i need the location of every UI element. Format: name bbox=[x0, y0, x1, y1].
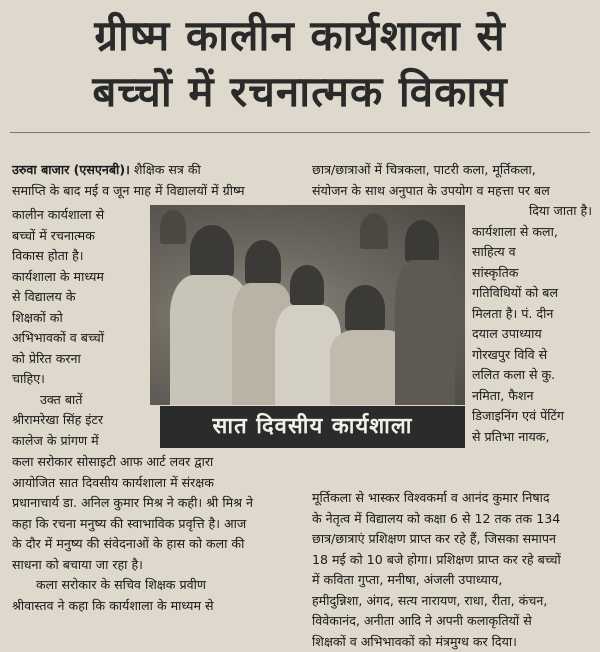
col2-line-13: से प्रतिभा नायक, bbox=[472, 427, 592, 448]
photo-caption: सात दिवसीय कार्यशाला bbox=[160, 406, 465, 448]
col1-line-9: को प्रेरित करना bbox=[12, 349, 144, 370]
col2-line-19: हमीदुन्निशा, अंगद, सत्य नारायण, राधा, रीता, कंचन, bbox=[312, 591, 592, 612]
col1-line-11: उक्त बातें bbox=[12, 390, 144, 411]
col1-line-10: चाहिए। bbox=[12, 369, 144, 390]
col1-line-4: विकास होता है। bbox=[12, 246, 144, 267]
col1-line-13: कालेज के प्रांगण में bbox=[12, 431, 144, 452]
column-left-narrow bbox=[12, 205, 144, 451]
col1-line-17: कहा कि रचना मनुष्य की स्वाभाविक प्रवृत्ति है। आज bbox=[12, 514, 297, 535]
col2-line-10: ललित कला से कु. bbox=[472, 365, 592, 386]
col2-line-9: गोरखपुर विवि से bbox=[472, 345, 592, 366]
col1-line-20: कला सरोकार के सचिव शिक्षक प्रवीण bbox=[12, 575, 297, 596]
column-right-top bbox=[312, 160, 592, 201]
col2-line-4: साहित्य व bbox=[472, 242, 592, 263]
col1-line-1: समाप्ति के बाद मई व जून माह में विद्यालयों में ग्रीष्म bbox=[12, 181, 297, 202]
col2-line-12: डिजाइनिंग एवं पेंटिंग bbox=[472, 406, 592, 427]
col1-line-8: अभिभावकों व बच्चों bbox=[12, 328, 144, 349]
col2-line-16: छात्र/छात्राएं प्रशिक्षण प्राप्त कर रहे हैं, जिसका समापन bbox=[312, 529, 592, 550]
col2-line-11: नमिता, फैशन bbox=[472, 386, 592, 407]
col1-line-7: शिक्षकों को bbox=[12, 308, 144, 329]
col1-line-2: कालीन कार्यशाला से bbox=[12, 205, 144, 226]
headline-rule bbox=[10, 132, 590, 133]
col2-line-7: मिलता है। पं. दीन bbox=[472, 304, 592, 325]
headline-line-1: ग्रीष्म कालीन कार्यशाला से bbox=[0, 8, 600, 64]
col1-line-6: से विद्यालय के bbox=[12, 287, 144, 308]
column-right-narrow bbox=[472, 201, 592, 447]
col2-line-15: के नेतृत्व में विद्यालय को कक्षा 6 से 12 तक तक 134 bbox=[312, 509, 592, 530]
col2-line-1: संयोजन के साथ अनुपात के उपयोग व महत्ता पर बल bbox=[312, 181, 592, 202]
headline bbox=[0, 8, 600, 120]
col2-line-17: 18 मई को 10 बजे होगा। प्रशिक्षण प्राप्त कर रहे बच्चों bbox=[312, 550, 592, 571]
col2-line-20: विवेकानंद, अनीता आदि ने अपनी कलाकृतियों से bbox=[312, 611, 592, 632]
col2-line-18: में कविता गुप्ता, मनीषा, अंजली उपाध्याय, bbox=[312, 570, 592, 591]
col1-line-21: श्रीवास्तव ने कहा कि कार्यशाला के माध्यम से bbox=[12, 596, 297, 617]
col1-line-16: प्रधानाचार्य डा. अनिल कुमार मिश्र ने कही। श्री मिश्र ने bbox=[12, 493, 297, 514]
col1-line-14: कला सरोकार सोसाइटी आफ आर्ट लवर द्वारा bbox=[12, 452, 297, 473]
col1-line-18: के दौर में मनुष्य की संवेदनाओं के हास को कला की bbox=[12, 534, 297, 555]
col1-line-5: कार्यशाला के माध्यम bbox=[12, 267, 144, 288]
workshop-photo bbox=[150, 205, 465, 405]
col2-line-21: शिक्षकों व अभिभावकों को मंत्रमुग्ध कर दिया। bbox=[312, 632, 592, 652]
col2-line-6: गतिविधियों को बल bbox=[472, 283, 592, 304]
headline-line-2: बच्चों में रचनात्मक विकास bbox=[0, 64, 600, 120]
col2-line-8: दयाल उपाध्याय bbox=[472, 324, 592, 345]
col2-line-14: मूर्तिकला से भास्कर विश्वकर्मा व आनंद कुमार निषाद bbox=[312, 488, 592, 509]
col2-line-3: कार्यशाला से कला, bbox=[472, 222, 592, 243]
col2-line-0: छात्र/छात्राओं में चित्रकला, पाटरी कला, मूर्तिकला, bbox=[312, 160, 592, 181]
col2-line-5: सांस्कृतिक bbox=[472, 263, 592, 284]
column-right-bottom bbox=[312, 488, 592, 652]
col2-line-2: दिया जाता है। bbox=[472, 201, 592, 222]
col1-line-12: श्रीरामरेखा सिंह इंटर bbox=[12, 410, 144, 431]
col1-line-19: साधना को बचाया जा रहा है। bbox=[12, 555, 297, 576]
column-left-bottom bbox=[12, 452, 297, 616]
column-left-top bbox=[12, 160, 297, 201]
col1-line-3: बच्चों में रचनात्मक bbox=[12, 226, 144, 247]
dateline: उरुवा बाजार (एसएनबी)। bbox=[12, 162, 130, 177]
col1-line-15: आयोजित सात दिवसीय कार्यशाला में संरक्षक bbox=[12, 473, 297, 494]
col1-line-0: शैक्षिक सत्र की bbox=[134, 162, 201, 177]
